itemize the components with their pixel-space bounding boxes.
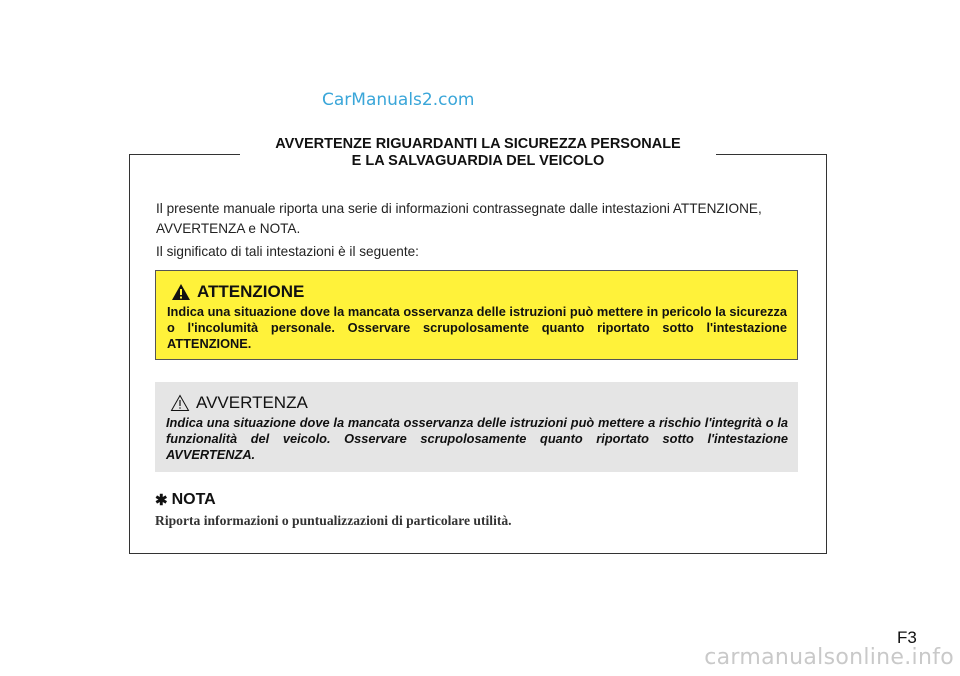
warning-text: Indica una situazione dove la mancata osservanza delle istruzioni può mettere a rischio l'integrità o la funzionalità del veicolo. Osservare scrupolosamente quanto riportato sotto l'intestazione AVVERTENZA. [166,415,788,462]
intro-text [156,199,806,262]
note-header [155,491,216,509]
section-title-line1: AVVERTENZE RIGUARDANTI LA SICUREZZA PERSONALE [275,136,681,152]
note-label: NOTA [171,491,216,508]
attention-text: Indica una situazione dove la mancata osservanza delle istruzioni può mettere in pericolo la sicurezza o l'incolumità personale. Osservare scrupolosamente quanto riportato sotto l'intestazione ATTENZIONE. [167,304,787,351]
star-cross-icon: ✱ [155,492,168,509]
watermark-top: CarManuals2.com [322,90,475,110]
note-text: Riporta informazioni o puntualizzazioni di particolare utilità. [155,513,512,528]
warning-triangle-outline-icon [170,394,190,412]
page-number: F3 [897,628,917,647]
watermark-bottom: carmanualsonline.info [704,645,954,670]
warning-label: AVVERTENZA [196,393,308,412]
attention-label: ATTENZIONE [197,282,305,301]
warning-box [155,382,798,472]
intro-paragraph-2: Il significato di tali intestazioni è il seguente: [156,244,419,259]
intro-paragraph-1: Il presente manuale riporta una serie di informazioni contrassegnate dalle intestazioni ATTENZIONE, AVVERTENZA e NOTA. [156,201,762,236]
attention-box [155,270,798,360]
section-title-line2: E LA SALVAGUARDIA DEL VEICOLO [351,153,605,169]
section-title [240,136,716,170]
warning-header [166,392,788,414]
warning-triangle-filled-icon [171,283,191,301]
attention-header [167,281,787,303]
